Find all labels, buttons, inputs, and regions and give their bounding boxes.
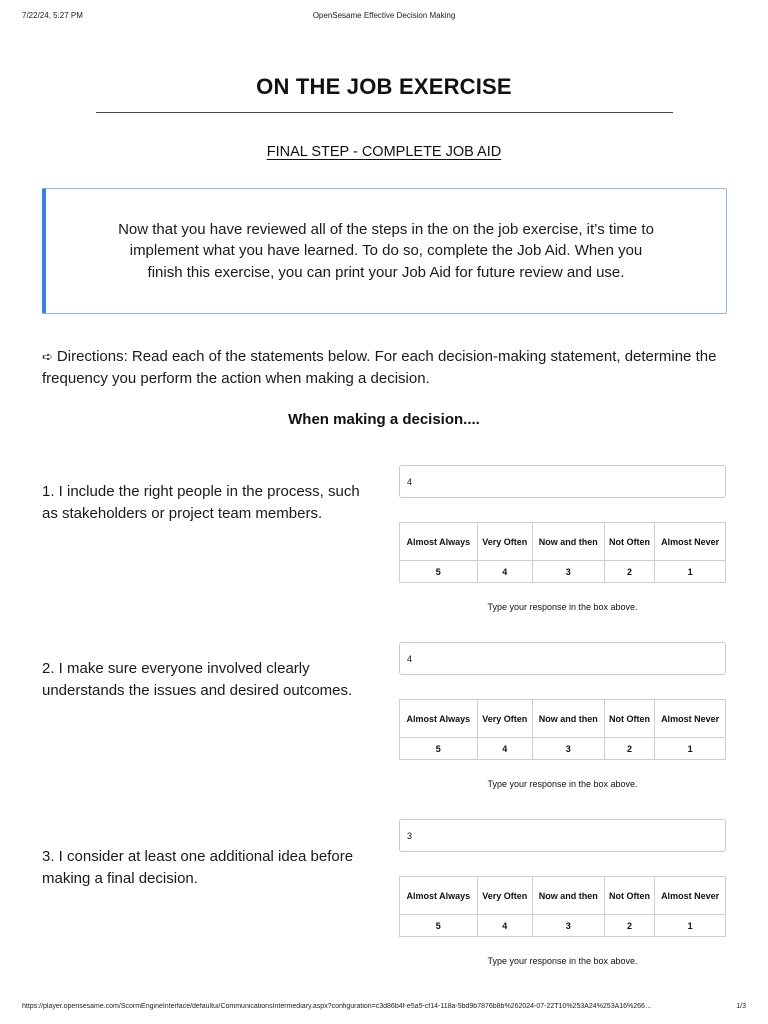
scale-label: Now and then (532, 523, 604, 561)
intro-callout (42, 188, 727, 314)
scale-label: Not Often (604, 877, 654, 915)
print-page-number: 1/3 (736, 1003, 746, 1010)
directions (42, 346, 732, 389)
intro-text: Now that you have reviewed all of the steps in the on the job exercise, it’s time to implement what you have learned. To do so, complete the Job Aid. When you finish this exercise, you can print your Job Aid for future review and use. (118, 220, 654, 281)
question-3-text: 3. I consider at least one additional idea before making a final decision. (42, 848, 354, 887)
print-header (22, 11, 746, 23)
scale-label: Very Often (477, 877, 532, 915)
page-subtitle: FINAL STEP - COMPLETE JOB AID (266, 144, 502, 160)
frequency-scale-table-1 (399, 522, 726, 583)
scale-value: 3 (532, 738, 604, 760)
scale-value: 2 (604, 915, 654, 937)
scale-label: Almost Never (655, 700, 726, 738)
scale-value: 1 (655, 915, 726, 937)
directions-text: Directions: Read each of the statements below. For each decision-making statement, determine the frequency you perform the action when making a decision. (42, 348, 717, 387)
scale-label: Not Often (604, 523, 654, 561)
response-hint-1: Type your response in the box above. (487, 602, 638, 612)
title-divider (96, 112, 673, 113)
frequency-scale-table-2 (399, 699, 726, 760)
scale-label: Not Often (604, 700, 654, 738)
scale-label: Now and then (532, 700, 604, 738)
scale-value: 4 (477, 561, 532, 583)
question-2-text: 2. I make sure everyone involved clearly understands the issues and desired outcomes. (42, 660, 353, 699)
scale-value: 5 (400, 738, 478, 760)
decision-heading: When making a decision.... (288, 411, 480, 428)
print-page-title: OpenSesame Effective Decision Making (312, 11, 456, 20)
scale-label: Very Often (477, 700, 532, 738)
scale-value: 4 (477, 738, 532, 760)
scale-value: 4 (477, 915, 532, 937)
scale-label: Almost Never (655, 523, 726, 561)
question-3-response-input[interactable] (399, 819, 726, 852)
question-2-response-input[interactable] (399, 642, 726, 675)
frequency-scale-table-3 (399, 876, 726, 937)
scale-label: Almost Always (400, 700, 478, 738)
scale-value: 3 (532, 561, 604, 583)
response-hint-3: Type your response in the box above. (487, 956, 638, 966)
response-hint-2: Type your response in the box above. (487, 779, 638, 789)
scale-value: 1 (655, 561, 726, 583)
scale-label: Now and then (532, 877, 604, 915)
scale-value: 3 (532, 915, 604, 937)
scale-label: Very Often (477, 523, 532, 561)
question-1-response-input[interactable] (399, 465, 726, 498)
question-1-text: 1. I include the right people in the process, such as stakeholders or project team members. (42, 483, 360, 522)
page-title: ON THE JOB EXERCISE (256, 74, 512, 99)
scale-label: Almost Always (400, 523, 478, 561)
scale-label: Almost Always (400, 877, 478, 915)
scale-value: 2 (604, 561, 654, 583)
scale-value: 2 (604, 738, 654, 760)
arrow-right-icon: ➪ (42, 349, 53, 364)
scale-value: 5 (400, 915, 478, 937)
scale-value: 5 (400, 561, 478, 583)
print-url: https://player.opensesame.com/ScormEngineInterface/defaultui/CommunicationsIntermediary.aspx?configuration=c3d86b4f-e5a5-cf14-118a-5bd9b7876b8b%262024-07-22T10%253A24%253A16%266… (22, 1003, 652, 1010)
print-date: 7/22/24, 5:27 PM (22, 11, 83, 20)
scale-value: 1 (655, 738, 726, 760)
scale-label: Almost Never (655, 877, 726, 915)
